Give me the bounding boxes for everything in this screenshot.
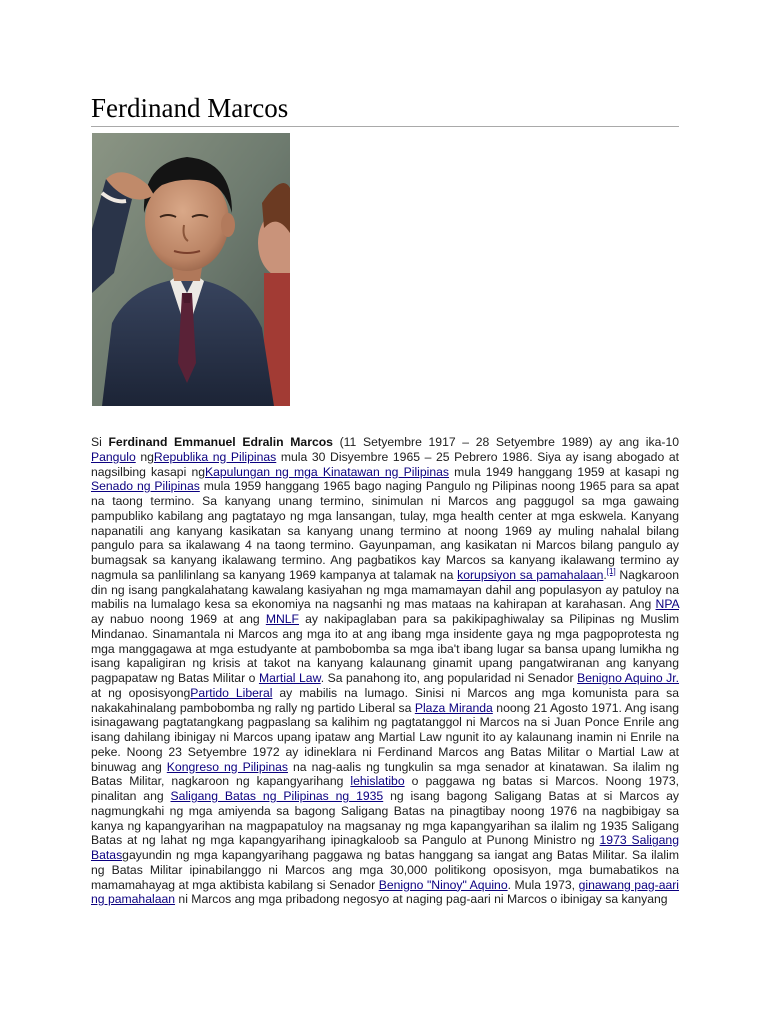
link-benigno-aquino-jr[interactable]: Benigno Aquino Jr.: [577, 671, 680, 685]
link-partido-liberal[interactable]: Partido Liberal: [190, 685, 273, 700]
link-1973-saligang-batas[interactable]: 1973 Saligang Batas: [91, 833, 679, 862]
link-martial-law[interactable]: Martial Law: [258, 671, 321, 685]
link-korupsiyon-sa-pamahalaan[interactable]: korupsiyon sa pamahalaan: [457, 567, 604, 582]
link-pangulo[interactable]: Pangulo: [91, 449, 136, 464]
link-ginawang-pag-aari[interactable]: ginawang pag-aari ng pamahalaan: [91, 877, 680, 907]
link-ninoy-aquino[interactable]: Benigno "Ninoy" Aquino: [378, 877, 508, 892]
link-plaza-miranda[interactable]: Plaza Miranda: [414, 700, 493, 715]
portrait-illustration: [92, 133, 290, 406]
link-lehislatibo[interactable]: lehislatibo: [350, 774, 405, 789]
portrait-photo: [92, 133, 290, 406]
link-republika-ng-pilipinas[interactable]: Republika ng Pilipinas: [153, 449, 277, 464]
link-senado-ng-pilipinas[interactable]: Senado ng Pilipinas: [91, 479, 200, 494]
link-kapulungan-ng-mga-kinatawan[interactable]: Kapulungan ng mga Kinatawan ng Pilipinas: [205, 464, 450, 479]
citation-link[interactable]: [1]: [606, 566, 616, 576]
link-kongreso-ng-pilipinas[interactable]: Kongreso ng Pilipinas: [166, 759, 288, 774]
page-title: Ferdinand Marcos: [91, 92, 679, 127]
article-body: Si Ferdinand Emmanuel Edralin Marcos (11 Setyembre 1917 – 28 Setyembre 1989) ay ang ika-10 Pangulo ngRepublika ng Pilipinas mula 30 Disyembre 1965 – 25 Pebrero 1986. Siya ay isang abogado at nagsilbing kasapi ngKapulungan ng mga Kinatawan ng Pilipinas mula 1949 hanggang 1959 at kasapi ng Senado ng Pilipinas mula 1959 hanggang 1965 bago naging Pangulo ng Pilipinas noong 1965 para sa apat na taong termino. Sa kanyang unang termino, sinimulan ni Marcos ang paggugol sa mga gawaing pampubliko kabilang ang pagtatayo ng mga lansangan, tulay, mga health center at mga eskwela. Kanyang napanatili ang kanyang kasikatan sa kanyang unang termino at noong 1969 ay muling nahalal bilang pangulo para sa ikalawang 4 na taong termino. Gayunpaman, ang kasikatan ni Marcos bilang pangulo ay bumagsak sa kanyang ikalawang termino. Ang pagbatikos kay Marcos sa kanyang ikalawang termino ay nagmula sa panlilinlang sa kanyang 1969 kampanya at talamak na korupsiyon sa pamahalaan.[1] Nagkaroon din ng isang pangkalahatang kawalang kasiyahan ng mga mamamayan dahil ang populasyon ay patuloy na mabilis na lumalago kesa sa ekonomiya na nagsanhi ng mas mataas na kahirapan at karahasan. Ang NPA ay nabuo noong 1969 at ang MNLF ay nakipaglaban para sa pakikipaghiwalay sa Pilipinas ng Muslim Mindanao. Sinamantala ni Marcos ang mga ito at ang ibang mga insidente gaya ng mga pagpoprotesta ng mga manggagawa at mga estudyante at pambobomba sa mga iba't ibang lugar sa bansa upang lumikha ng isang kapaligiran ng krisis at takot na kanyang kalaunang ginamit upang pangatwiranan ang kanyang pagpapataw ng Batas Militar o Martial Law. Sa panahong ito, ang popularidad ni Senador Benigno Aquino Jr. at ng oposisyongPartido Liberal ay mabilis na lumago. Sinisi ni Marcos ang mga komunista para sa nakakahinalang pambobomba ng rally ng partido Liberal sa Plaza Miranda noong 21 Agosto 1971. Ang isang isinagawang pagtatangkang pagpaslang sa kalihim ng pagtatanggol ni Marcos na si Juan Ponce Enrile ang isang dahilang ibinigay ni Marcos upang ipataw ang Martial Law ngunit ito ay kalaunang inamin ni Enrile na peke. Noong 23 Setyembre 1972 ay idineklara ni Ferdinand Marcos ang Batas Militar o Martial Law at binuwag ang Kongreso ng Pilipinas na nag-aalis ng tungkulin sa mga senador at kinatawan. Sa ilalim ng Batas Militar, nagkaroon ng kapangyarihang lehislatibo o paggawa ng batas si Marcos. Noong 1973, pinalitan ang Saligang Batas ng Pilipinas ng 1935 ng isang bagong Saligang Batas at si Marcos ay nagmungkahi ng mga amiyenda sa bagong Saligang Batas na pinagtibay noong 1976 na nagbibigay sa kanya ng kapangyarihan na magpapatuloy na magsanay ng mga kapangyarihan sa ilalim ng 1935 Saligang Batas at ng lahat ng mga kapangyarihang ipinagkaloob sa Pangulo at Punong Ministro ng 1973 Saligang Batasgayundin ng mga kapangyarihang paggawa ng batas hanggang sa iangat ang Batas Militar. Sa ilalim ng Batas Militar ipinabilanggo ni Marcos ang mga 30,000 politikong oposisyon, mga bumabatikos na mamamahayag at mga aktibista kabilang si Senador Benigno "Ninoy" Aquino. Mula 1973, ginawang pag-aari ng pamahalaan ni Marcos ang mga pribadong negosyo at naging pag-aari ni Marcos o ibinigay sa kanyang: [91, 435, 680, 907]
link-mnlf[interactable]: MNLF: [265, 612, 299, 626]
link-npa[interactable]: NPA: [655, 597, 679, 612]
subject-name: Ferdinand Emmanuel Edralin Marcos: [108, 435, 333, 449]
link-saligang-batas-1935[interactable]: Saligang Batas ng Pilipinas ng 1935: [170, 789, 384, 803]
